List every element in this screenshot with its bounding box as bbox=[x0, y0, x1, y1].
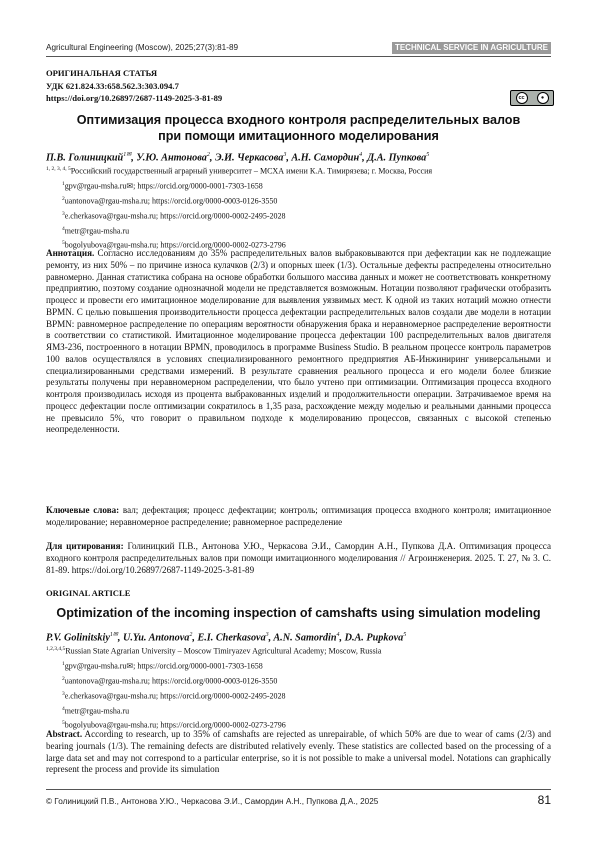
contact-line[interactable] bbox=[62, 688, 286, 703]
contact-sup: 1 bbox=[62, 181, 65, 187]
affiliation-sup: 1, 2, 3, 4, 5 bbox=[46, 166, 71, 172]
contact-sup: 3 bbox=[62, 210, 65, 217]
abstract-text-en: According to research, up to 35% of camshafts are rejected as unrepairable, of which 50% are due to wear of cams (2/3) and bearing journals (1/3). The remaining defects are distributed relatively evenly. These statistics are collected based on the processing of a large data set and may not correspond to a particular enterprise, so it is not possible to make a universal model. Notations can graphically represent the process and provide its simulation bbox=[46, 729, 551, 775]
author-name: D.A. Pupkova bbox=[344, 632, 404, 644]
udc-code: УДК 621.824.33:658.562.3:303.094.7 bbox=[46, 80, 179, 91]
contact-sup: 5 bbox=[62, 240, 65, 247]
abstract-ru bbox=[46, 248, 551, 436]
contact-line[interactable] bbox=[62, 703, 286, 718]
cc-icon: cc bbox=[516, 92, 528, 104]
keywords-text: вал; дефектация; процесс дефектации; контроль; оптимизация процесса входного контроля; имитационное моделирование; неравномерное распределение; равномерное распределение bbox=[46, 505, 551, 527]
contact-sup: 2 bbox=[62, 675, 65, 682]
contact-sup: 1 bbox=[62, 661, 65, 667]
contact-text: gpv@rgau-msha.ru✉; https://orcid.org/0000-0001-7303-1658 bbox=[64, 181, 263, 191]
affiliation-sup: 1,2,3,4,5 bbox=[46, 646, 66, 652]
contact-line[interactable] bbox=[62, 193, 286, 208]
contact-sup: 2 bbox=[62, 195, 65, 202]
page-title-ru bbox=[60, 112, 537, 144]
author-sup: 2 bbox=[206, 152, 210, 158]
title-ru-line1: Оптимизация процесса входного контроля распределительных валов bbox=[76, 113, 521, 127]
keywords-ru bbox=[46, 505, 551, 529]
citation-label: Для цитирования: bbox=[46, 541, 124, 551]
contact-sup: 4 bbox=[62, 225, 65, 232]
abstract-label-ru: Аннотация. bbox=[46, 248, 95, 258]
contact-text: bogolyubova@rgau-msha.ru; https://orcid.org/0000-0002-0273-2796 bbox=[64, 721, 286, 731]
running-header bbox=[46, 42, 551, 56]
copyright: © Голиницкий П.В., Антонова У.Ю., Черкасова Э.И., Самордин А.Н., Пупкова Д.А., 2025 bbox=[46, 797, 379, 806]
header-divider bbox=[46, 56, 551, 57]
doi-link[interactable]: https://doi.org/10.26897/2687-1149-2025-3-81-89 bbox=[46, 93, 223, 104]
abstract-en bbox=[46, 729, 551, 776]
author-list-ru: П.В. Голиницкий$^{1✉}$, У.Ю. Антонова$^2$, Э.И. Черкасова$^3$, А.Н. Самордин$^4$, Д.А. Пупкова$^5$ bbox=[46, 152, 430, 164]
contact-text: e.cherkasova@rgau-msha.ru; https://orcid.org/0000-0002-2495-2028 bbox=[64, 211, 286, 221]
author-list-en: P.V. Golinitskiy$^{1✉}$, U.Yu. Antonova$^2$, E.I. Cherkasova$^3$, A.N. Samordin$^4$, D.A. Pupkova$^5$ bbox=[46, 632, 407, 644]
contact-text: gpv@rgau-msha.ru✉; https://orcid.org/0000-0001-7303-1658 bbox=[64, 661, 263, 671]
contact-sup: 4 bbox=[62, 705, 65, 712]
contact-line[interactable] bbox=[62, 658, 286, 673]
cc-by-icon[interactable] bbox=[510, 90, 554, 106]
author-name: U.Yu. Antonova bbox=[123, 632, 190, 644]
author-name: У.Ю. Антонова bbox=[136, 152, 207, 164]
author-sup: 1✉ bbox=[109, 632, 118, 638]
author-name: Д.А. Пупкова bbox=[367, 152, 427, 164]
contact-sup: 3 bbox=[62, 690, 65, 697]
page-title-en: Optimization of the incoming inspection of camshafts using simulation modeling bbox=[56, 606, 541, 620]
author-name: P.V. Golinitskiy bbox=[46, 632, 110, 644]
section-label: TECHNICAL SERVICE IN AGRICULTURE bbox=[392, 42, 551, 54]
author-sup: 3 bbox=[265, 632, 269, 638]
contact-sup: 5 bbox=[62, 720, 65, 727]
contact-line[interactable] bbox=[62, 223, 286, 238]
affiliation-ru bbox=[46, 166, 551, 176]
author-name: П.В. Голиницкий bbox=[46, 152, 124, 164]
footer-divider bbox=[46, 789, 551, 790]
affiliation-text: Российский государственный аграрный университет – МСХА имени К.А. Тимирязева; г. Москва, Россия bbox=[70, 166, 433, 176]
author-name: А.Н. Самордин bbox=[291, 152, 360, 164]
page-number: 81 bbox=[537, 793, 551, 807]
affiliation-en bbox=[46, 646, 551, 656]
author-sup: 2 bbox=[189, 632, 193, 638]
article-meta bbox=[46, 67, 222, 105]
citation-ru bbox=[46, 541, 551, 576]
article-type: ОРИГИНАЛЬНАЯ СТАТЬЯ bbox=[46, 68, 158, 78]
contact-line[interactable] bbox=[62, 673, 286, 688]
author-sup: 1✉ bbox=[123, 152, 132, 158]
contact-line[interactable] bbox=[62, 178, 286, 193]
author-sup: 5 bbox=[426, 152, 430, 158]
article-type-en: ORIGINAL ARTICLE bbox=[46, 588, 131, 598]
abstract-text-ru: Согласно исследованиям до 35% распределительных валов выбраковываются при дефектации как не подлежащие ремонту, из них 50% – по причине износа кулачков (2/3) и опорных шеек (1/3). Остальные дефекты распределены относительно равномерно. Данная статистика собрана на основе обработки большого массива данных и может не соответствовать конкретному предприятию, поэтому создание однозначной модели не представляется возможным. Нотации позволяют графически отобразить процесс и провести его имитационное моделирование для выявления уязвимых мест. К одной из таких нотаций можно отнести BPMN. С целью повышения производительности процесса дефектации распределительных валов создали две модели в нотации BPMN: равномерное распределение по операциям вероятности обнаружения брака и неравномерное распределение вероятности в соответствии со статистикой. Имитационное моделирование процесса дефектации 100 распределительных валов двигателя ЯМЗ-236, построенного в нотации BPMN, проводилось в программе Business Studio. В реальном процессе контроль параметров 100 валов осуществлялся в условиях специализированного ремонтного предприятия АБ-Инжиниринг универсальными и специализированными средствами измерений. В результате сравнения реального процесса и его модели более близкие результаты получены при неравномерном распределении, что было учтено при оптимизации. Оптимизация процесса входного контроля производилась исходя из процента выбракованных изделий и продолжительности операции. Затрачиваемое время на процесс дефектации после оптимизации сократилось в 1,35 раза, расхождение между моделью и реальными данными процесса не превысило 5%, что говорит о правильном подходе к моделированию процессов, связанных с высокой степенью неопределенности. bbox=[46, 248, 552, 435]
citation-text[interactable]: Голиницкий П.В., Антонова У.Ю., Черкасова Э.И., Самордин А.Н., Пупкова Д.А. Оптимизация процесса входного контроля распределительных валов при помощи имитационного моделирования // Агроинженерия. 2025. Т. 27, № 3. С. 81-89. https://doi.org/10.26897/2687-1149-2025-3-81-89 bbox=[46, 541, 551, 575]
keywords-label: Ключевые слова: bbox=[46, 505, 120, 515]
author-sup: 5 bbox=[403, 632, 407, 638]
title-ru-line2: при помощи имитационного моделирования bbox=[158, 129, 439, 143]
author-sup: 3 bbox=[283, 152, 287, 158]
contact-text: bogolyubova@rgau-msha.ru; https://orcid.org/0000-0002-0273-2796 bbox=[64, 241, 286, 251]
affiliation-text: Russian State Agrarian University – Moscow Timiryazev Agricultural Academy; Moscow, Russia bbox=[65, 646, 382, 656]
author-name: Э.И. Черкасова bbox=[214, 152, 284, 164]
author-sup: 4 bbox=[336, 632, 340, 638]
contact-text: metr@rgau-msha.ru bbox=[64, 226, 130, 236]
by-person-icon: ● bbox=[537, 92, 549, 104]
author-name: E.I. Cherkasova bbox=[197, 632, 266, 644]
author-sup: 4 bbox=[359, 152, 363, 158]
contact-line[interactable] bbox=[62, 208, 286, 223]
contact-text: uantonova@rgau-msha.ru; https://orcid.org/0000-0003-0126-3550 bbox=[64, 676, 278, 686]
contact-text: e.cherkasova@rgau-msha.ru; https://orcid.org/0000-0002-2495-2028 bbox=[64, 691, 286, 701]
author-name: A.N. Samordin bbox=[273, 632, 337, 644]
journal-citation: Agricultural Engineering (Moscow), 2025;27(3):81-89 bbox=[46, 43, 239, 52]
contacts-ru bbox=[62, 178, 286, 252]
contacts-en bbox=[62, 658, 286, 732]
contact-text: metr@rgau-msha.ru bbox=[64, 706, 130, 716]
abstract-label-en: Abstract. bbox=[46, 729, 83, 739]
contact-text: uantonova@rgau-msha.ru; https://orcid.org/0000-0003-0126-3550 bbox=[64, 196, 278, 206]
